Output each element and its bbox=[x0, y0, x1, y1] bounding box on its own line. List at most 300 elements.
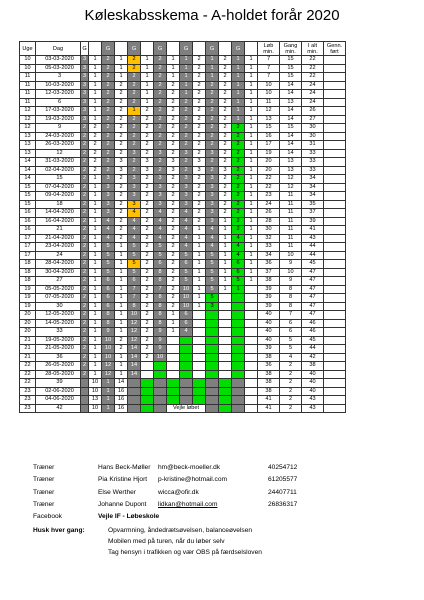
walk-minutes-cell: 2 bbox=[232, 132, 245, 141]
table-row bbox=[20, 158, 346, 167]
header-spacer bbox=[219, 42, 232, 56]
walk-total-cell: 4 bbox=[280, 353, 302, 362]
run-minutes-cell: 1 bbox=[89, 277, 102, 286]
completed-cell bbox=[324, 209, 346, 218]
walk-total-cell: 14 bbox=[280, 107, 302, 116]
reminder-line: Mobilen med på turen, når du løber selv bbox=[108, 538, 225, 545]
walk-minutes-cell: 2 bbox=[102, 73, 115, 82]
completed-cell bbox=[324, 183, 346, 192]
date-cell: 33 bbox=[36, 328, 81, 337]
run-minutes-cell: 2 bbox=[141, 285, 154, 294]
walk-minutes-cell: 5 bbox=[180, 251, 193, 260]
run-minutes-cell: 2 bbox=[141, 149, 154, 158]
run-minutes-cell: 1 bbox=[245, 175, 258, 184]
run-total-cell: 40 bbox=[258, 328, 280, 337]
run-minutes-cell: 1 bbox=[245, 90, 258, 99]
walk-minutes-cell: 6 bbox=[102, 277, 115, 286]
run-minutes-cell: 1 bbox=[89, 362, 102, 371]
week-cell: 15 bbox=[20, 192, 36, 201]
run-minutes-cell: 1 bbox=[89, 260, 102, 269]
run-minutes-cell: 2 bbox=[193, 56, 206, 65]
run-minutes-cell bbox=[167, 387, 180, 396]
run-minutes-cell: 1 bbox=[141, 73, 154, 82]
total-cell: 46 bbox=[302, 328, 324, 337]
walk-minutes-cell: 2 bbox=[154, 115, 167, 124]
run-minutes-cell: 1 bbox=[115, 243, 128, 252]
table-row bbox=[20, 217, 346, 226]
walk-minutes-cell: 1 bbox=[102, 396, 115, 405]
walk-cell: 2 bbox=[81, 158, 89, 167]
walk-minutes-cell: 3 bbox=[206, 302, 219, 311]
walk-total-cell: 11 bbox=[280, 209, 302, 218]
walk-cell: 2 bbox=[81, 277, 89, 286]
walk-minutes-cell: 2 bbox=[154, 124, 167, 133]
run-total-cell: 39 bbox=[258, 294, 280, 303]
total-cell: 22 bbox=[302, 64, 324, 73]
walk-minutes-cell: 14 bbox=[128, 353, 141, 362]
walk-minutes-cell: 4 bbox=[180, 217, 193, 226]
week-cell: 17 bbox=[20, 243, 36, 252]
run-minutes-cell: 2 bbox=[193, 132, 206, 141]
run-minutes-cell: 1 bbox=[167, 319, 180, 328]
walk-minutes-cell: 1 bbox=[102, 387, 115, 396]
walk-minutes-cell: 2 bbox=[232, 124, 245, 133]
run-minutes-cell: 1 bbox=[167, 328, 180, 337]
run-minutes-cell bbox=[141, 404, 154, 413]
total-cell: 33 bbox=[302, 166, 324, 175]
table-row bbox=[20, 81, 346, 90]
run-minutes-cell: 2 bbox=[219, 132, 232, 141]
run-minutes-cell: 2 bbox=[193, 115, 206, 124]
run-minutes-cell: 2 bbox=[167, 285, 180, 294]
run-minutes-cell: 2 bbox=[219, 73, 232, 82]
run-minutes-cell: 1 bbox=[115, 260, 128, 269]
run-minutes-cell: 1 bbox=[89, 311, 102, 320]
walk-minutes-cell: 1 bbox=[232, 90, 245, 99]
walk-minutes-cell: 2 bbox=[102, 141, 115, 150]
contact-role: Træner bbox=[33, 464, 55, 471]
run-minutes-cell: 2 bbox=[141, 226, 154, 235]
week-cell: 16 bbox=[20, 209, 36, 218]
run-minutes-cell: 1 bbox=[245, 141, 258, 150]
run-minutes-cell: 1 bbox=[89, 209, 102, 218]
walk-minutes-cell: 2 bbox=[102, 107, 115, 116]
walk-minutes-cell bbox=[180, 353, 193, 362]
walk-minutes-cell: 4 bbox=[232, 243, 245, 252]
run-minutes-cell: 13 bbox=[89, 396, 102, 405]
header-spacer bbox=[115, 42, 128, 56]
walk-cell: 2 bbox=[81, 192, 89, 201]
walk-minutes-cell: 1 bbox=[180, 90, 193, 99]
run-minutes-cell: 1 bbox=[141, 90, 154, 99]
total-cell: 47 bbox=[302, 294, 324, 303]
run-minutes-cell: 2 bbox=[167, 98, 180, 107]
run-minutes-cell: 2 bbox=[167, 243, 180, 252]
walk-cell: 3 bbox=[81, 115, 89, 124]
table-row bbox=[20, 345, 346, 354]
week-cell: 22 bbox=[20, 362, 36, 371]
contact-name: Else Werther bbox=[98, 488, 136, 496]
run-total-cell: 40 bbox=[258, 319, 280, 328]
run-minutes-cell: 2 bbox=[141, 234, 154, 243]
walk-total-cell: 13 bbox=[280, 158, 302, 167]
run-minutes-cell: 2 bbox=[219, 158, 232, 167]
run-minutes-cell: 2 bbox=[115, 336, 128, 345]
run-minutes-cell: 1 bbox=[167, 311, 180, 320]
schedule-table bbox=[19, 41, 346, 413]
run-total-cell: 34 bbox=[258, 251, 280, 260]
run-minutes-cell: 1 bbox=[115, 277, 128, 286]
run-minutes-cell bbox=[245, 362, 258, 371]
run-minutes-cell: 2 bbox=[115, 234, 128, 243]
walk-minutes-cell: 2 bbox=[206, 98, 219, 107]
run-total-cell: 37 bbox=[258, 268, 280, 277]
run-minutes-cell: 1 bbox=[245, 268, 258, 277]
run-minutes-cell bbox=[245, 285, 258, 294]
walk-minutes-cell: 7 bbox=[128, 294, 141, 303]
walk-minutes-cell: 9 bbox=[154, 328, 167, 337]
walk-minutes-cell: 4 bbox=[206, 226, 219, 235]
completed-cell bbox=[324, 132, 346, 141]
run-minutes-cell: 1 bbox=[193, 285, 206, 294]
completed-cell bbox=[324, 404, 346, 413]
header-g: G bbox=[81, 42, 89, 56]
run-minutes-cell: 2 bbox=[167, 234, 180, 243]
walk-minutes-cell: 2 bbox=[128, 115, 141, 124]
walk-minutes-cell: 5 bbox=[154, 251, 167, 260]
total-cell: 38 bbox=[302, 362, 324, 371]
walk-total-cell: 11 bbox=[280, 192, 302, 201]
walk-minutes-cell: 12 bbox=[128, 319, 141, 328]
walk-cell: 2 bbox=[81, 260, 89, 269]
run-total-cell: 15 bbox=[258, 124, 280, 133]
completed-cell bbox=[324, 90, 346, 99]
run-minutes-cell: 1 bbox=[89, 268, 102, 277]
walk-minutes-cell: 2 bbox=[128, 90, 141, 99]
completed-cell bbox=[324, 362, 346, 371]
date-cell: 31-03-2020 bbox=[36, 158, 81, 167]
walk-minutes-cell: 1 bbox=[180, 81, 193, 90]
date-cell: 24 bbox=[36, 251, 81, 260]
run-minutes-cell: 2 bbox=[167, 124, 180, 133]
walk-minutes-cell: 8 bbox=[154, 268, 167, 277]
contact-name: Johanne Dupont bbox=[98, 500, 147, 508]
completed-cell bbox=[324, 175, 346, 184]
walk-minutes-cell: 8 bbox=[154, 319, 167, 328]
run-minutes-cell bbox=[219, 379, 232, 388]
run-minutes-cell: 1 bbox=[141, 56, 154, 65]
run-minutes-cell: 2 bbox=[89, 158, 102, 167]
run-minutes-cell: 2 bbox=[167, 226, 180, 235]
run-total-cell: 16 bbox=[258, 132, 280, 141]
run-minutes-cell: 2 bbox=[115, 192, 128, 201]
walk-minutes-cell: 1 bbox=[232, 285, 245, 294]
run-minutes-cell bbox=[245, 294, 258, 303]
run-minutes-cell: 2 bbox=[89, 149, 102, 158]
run-minutes-cell: 2 bbox=[89, 132, 102, 141]
walk-total-cell: 11 bbox=[280, 234, 302, 243]
walk-minutes-cell: 5 bbox=[128, 251, 141, 260]
schedule-body bbox=[20, 56, 346, 413]
run-minutes-cell: 2 bbox=[167, 277, 180, 286]
run-minutes-cell: 16 bbox=[115, 404, 128, 413]
run-minutes-cell: 2 bbox=[115, 132, 128, 141]
walk-cell: 2 bbox=[81, 251, 89, 260]
run-minutes-cell: 2 bbox=[141, 132, 154, 141]
run-minutes-cell bbox=[167, 370, 180, 379]
run-minutes-cell: 1 bbox=[115, 294, 128, 303]
completed-cell bbox=[324, 98, 346, 107]
walk-minutes-cell: 12 bbox=[102, 362, 115, 371]
walk-minutes-cell bbox=[232, 345, 245, 354]
table-row bbox=[20, 98, 346, 107]
run-minutes-cell: 2 bbox=[115, 183, 128, 192]
total-cell: 41 bbox=[302, 226, 324, 235]
run-minutes-cell: 1 bbox=[115, 285, 128, 294]
run-minutes-cell: 1 bbox=[167, 64, 180, 73]
walk-minutes-cell: 2 bbox=[102, 56, 115, 65]
walk-minutes-cell: 7 bbox=[128, 285, 141, 294]
walk-cell: 2 bbox=[81, 217, 89, 226]
run-minutes-cell: 1 bbox=[193, 294, 206, 303]
walk-minutes-cell: 2 bbox=[206, 90, 219, 99]
run-minutes-cell: 2 bbox=[219, 64, 232, 73]
walk-cell: 2 bbox=[81, 336, 89, 345]
walk-minutes-cell: 2 bbox=[102, 64, 115, 73]
date-cell: 26-03-2020 bbox=[36, 141, 81, 150]
run-total-cell: 39 bbox=[258, 285, 280, 294]
walk-total-cell: 14 bbox=[280, 90, 302, 99]
total-cell: 24 bbox=[302, 81, 324, 90]
run-minutes-cell: 1 bbox=[115, 268, 128, 277]
run-minutes-cell: 1 bbox=[245, 98, 258, 107]
run-total-cell: 17 bbox=[258, 141, 280, 150]
run-minutes-cell: 2 bbox=[115, 226, 128, 235]
walk-minutes-cell bbox=[206, 353, 219, 362]
run-minutes-cell: 3 bbox=[219, 166, 232, 175]
run-total-cell: 41 bbox=[258, 396, 280, 405]
total-cell: 34 bbox=[302, 192, 324, 201]
walk-minutes-cell: 4 bbox=[232, 251, 245, 260]
walk-minutes-cell: 8 bbox=[102, 319, 115, 328]
run-total-cell: 39 bbox=[258, 345, 280, 354]
walk-total-cell: 5 bbox=[280, 345, 302, 354]
run-minutes-cell: 2 bbox=[167, 175, 180, 184]
walk-minutes-cell bbox=[206, 336, 219, 345]
run-minutes-cell: 1 bbox=[245, 115, 258, 124]
walk-minutes-cell: 2 bbox=[232, 183, 245, 192]
run-total-cell: 32 bbox=[258, 234, 280, 243]
date-cell: 19-05-2020 bbox=[36, 336, 81, 345]
walk-minutes-cell: 1 bbox=[180, 73, 193, 82]
contact-phone: 24407711 bbox=[268, 488, 297, 496]
run-minutes-cell: 2 bbox=[219, 149, 232, 158]
run-minutes-cell: 10 bbox=[89, 379, 102, 388]
completed-cell bbox=[324, 353, 346, 362]
contact-role: Facebook bbox=[33, 513, 62, 521]
contact-email[interactable]: hm@beck-moeller.dk bbox=[158, 464, 221, 471]
run-minutes-cell: 1 bbox=[89, 98, 102, 107]
run-minutes-cell: 2 bbox=[167, 115, 180, 124]
walk-minutes-cell: 9 bbox=[154, 336, 167, 345]
run-minutes-cell: 1 bbox=[245, 209, 258, 218]
walk-minutes-cell bbox=[128, 396, 141, 405]
run-minutes-cell: 2 bbox=[167, 192, 180, 201]
walk-minutes-cell bbox=[232, 387, 245, 396]
run-minutes-cell: 2 bbox=[167, 294, 180, 303]
date-cell: 14-05-2020 bbox=[36, 319, 81, 328]
date-cell: 12-03-2020 bbox=[36, 90, 81, 99]
walk-minutes-cell bbox=[206, 319, 219, 328]
header-spacer bbox=[167, 42, 180, 56]
walk-minutes-cell bbox=[232, 353, 245, 362]
walk-minutes-cell: 1 bbox=[232, 98, 245, 107]
walk-total-cell: 11 bbox=[280, 217, 302, 226]
walk-minutes-cell: 5 bbox=[232, 277, 245, 286]
table-row bbox=[20, 175, 346, 184]
run-minutes-cell: 1 bbox=[193, 260, 206, 269]
run-minutes-cell: 2 bbox=[167, 81, 180, 90]
walk-cell: 3 bbox=[81, 107, 89, 116]
walk-minutes-cell bbox=[232, 370, 245, 379]
table-row bbox=[20, 370, 346, 379]
contact-role: Træner bbox=[33, 488, 55, 496]
walk-minutes-cell: 4 bbox=[180, 226, 193, 235]
run-minutes-cell: 2 bbox=[193, 141, 206, 150]
completed-cell bbox=[324, 226, 346, 235]
walk-cell: 2 bbox=[81, 370, 89, 379]
table-row bbox=[20, 328, 346, 337]
walk-minutes-cell: 3 bbox=[102, 209, 115, 218]
date-cell: 18 bbox=[36, 200, 81, 209]
walk-cell: 2 bbox=[81, 200, 89, 209]
contact-email[interactable]: wicca@ofir.dk bbox=[158, 488, 199, 496]
walk-total-cell: 14 bbox=[280, 141, 302, 150]
run-minutes-cell: 1 bbox=[219, 217, 232, 226]
walk-minutes-cell: 5 bbox=[128, 260, 141, 269]
run-minutes-cell: 2 bbox=[141, 251, 154, 260]
run-minutes-cell: 1 bbox=[167, 73, 180, 82]
walk-total-cell: 14 bbox=[280, 81, 302, 90]
run-minutes-cell: 1 bbox=[245, 183, 258, 192]
run-minutes-cell: 2 bbox=[193, 192, 206, 201]
walk-minutes-cell: 4 bbox=[128, 209, 141, 218]
run-minutes-cell bbox=[193, 396, 206, 405]
walk-minutes-cell: 6 bbox=[232, 268, 245, 277]
walk-minutes-cell: 4 bbox=[128, 226, 141, 235]
run-minutes-cell: 2 bbox=[115, 209, 128, 218]
walk-cell bbox=[81, 404, 89, 413]
run-minutes-cell: 2 bbox=[141, 268, 154, 277]
walk-minutes-cell: 4 bbox=[232, 234, 245, 243]
run-minutes-cell: 2 bbox=[141, 311, 154, 320]
date-cell: 30 bbox=[36, 302, 81, 311]
walk-minutes-cell: 1 bbox=[206, 73, 219, 82]
run-minutes-cell: 1 bbox=[89, 285, 102, 294]
walk-minutes-cell: 1 bbox=[180, 64, 193, 73]
run-minutes-cell bbox=[219, 294, 232, 303]
run-total-cell: 22 bbox=[258, 175, 280, 184]
walk-minutes-cell: 3 bbox=[206, 209, 219, 218]
run-minutes-cell: 2 bbox=[219, 90, 232, 99]
run-total-cell: 10 bbox=[258, 90, 280, 99]
week-cell: 23 bbox=[20, 387, 36, 396]
run-minutes-cell: 1 bbox=[245, 81, 258, 90]
run-minutes-cell bbox=[245, 311, 258, 320]
walk-minutes-cell: 4 bbox=[180, 234, 193, 243]
completed-cell bbox=[324, 107, 346, 116]
date-cell: 24-03-2020 bbox=[36, 132, 81, 141]
run-minutes-cell: 2 bbox=[115, 90, 128, 99]
completed-cell bbox=[324, 73, 346, 82]
walk-cell: 2 bbox=[81, 166, 89, 175]
run-minutes-cell: 2 bbox=[167, 200, 180, 209]
table-row bbox=[20, 226, 346, 235]
walk-minutes-cell: 5 bbox=[206, 260, 219, 269]
run-minutes-cell: 2 bbox=[141, 200, 154, 209]
walk-minutes-cell bbox=[232, 379, 245, 388]
week-cell: 14 bbox=[20, 175, 36, 184]
table-row bbox=[20, 183, 346, 192]
run-total-cell: 38 bbox=[258, 379, 280, 388]
completed-cell bbox=[324, 268, 346, 277]
walk-cell: 2 bbox=[81, 362, 89, 371]
run-minutes-cell bbox=[245, 319, 258, 328]
total-cell: 27 bbox=[302, 115, 324, 124]
completed-cell bbox=[324, 336, 346, 345]
walk-minutes-cell: 4 bbox=[154, 209, 167, 218]
contact-role: Træner bbox=[33, 500, 55, 508]
run-minutes-cell: 1 bbox=[141, 81, 154, 90]
run-minutes-cell: 2 bbox=[167, 251, 180, 260]
run-minutes-cell: 2 bbox=[89, 166, 102, 175]
walk-minutes-cell: 3 bbox=[154, 175, 167, 184]
walk-total-cell: 10 bbox=[280, 268, 302, 277]
completed-cell bbox=[324, 81, 346, 90]
run-minutes-cell bbox=[219, 353, 232, 362]
date-cell: 21-04-2020 bbox=[36, 234, 81, 243]
walk-total-cell: 2 bbox=[280, 362, 302, 371]
run-total-cell: 20 bbox=[258, 158, 280, 167]
run-minutes-cell bbox=[219, 396, 232, 405]
contact-email[interactable]: p-kristine@hotmail.com bbox=[158, 476, 227, 484]
walk-cell: 2 bbox=[81, 243, 89, 252]
contact-name: Hans Beck-Møller bbox=[98, 464, 151, 471]
run-minutes-cell: 1 bbox=[193, 302, 206, 311]
contact-email[interactable]: lidkan@hotmail.com bbox=[158, 500, 218, 508]
completed-cell bbox=[324, 192, 346, 201]
run-minutes-cell: 2 bbox=[141, 217, 154, 226]
run-minutes-cell: 1 bbox=[193, 226, 206, 235]
reminder-line: Tag hensyn i trafikken og vær OBS på færdselsloven bbox=[108, 549, 262, 556]
run-minutes-cell bbox=[193, 370, 206, 379]
run-minutes-cell: 2 bbox=[141, 183, 154, 192]
walk-minutes-cell: 14 bbox=[128, 370, 141, 379]
run-minutes-cell: 2 bbox=[115, 81, 128, 90]
run-minutes-cell: 1 bbox=[115, 370, 128, 379]
walk-minutes-cell bbox=[128, 387, 141, 396]
completed-cell bbox=[324, 319, 346, 328]
run-minutes-cell: 2 bbox=[89, 124, 102, 133]
walk-minutes-cell: 4 bbox=[206, 243, 219, 252]
run-minutes-cell bbox=[167, 336, 180, 345]
run-minutes-cell bbox=[219, 336, 232, 345]
walk-minutes-cell: 2 bbox=[206, 158, 219, 167]
run-minutes-cell bbox=[193, 345, 206, 354]
run-minutes-cell: 2 bbox=[115, 141, 128, 150]
walk-minutes-cell: 5 bbox=[206, 277, 219, 286]
total-cell: 33 bbox=[302, 158, 324, 167]
